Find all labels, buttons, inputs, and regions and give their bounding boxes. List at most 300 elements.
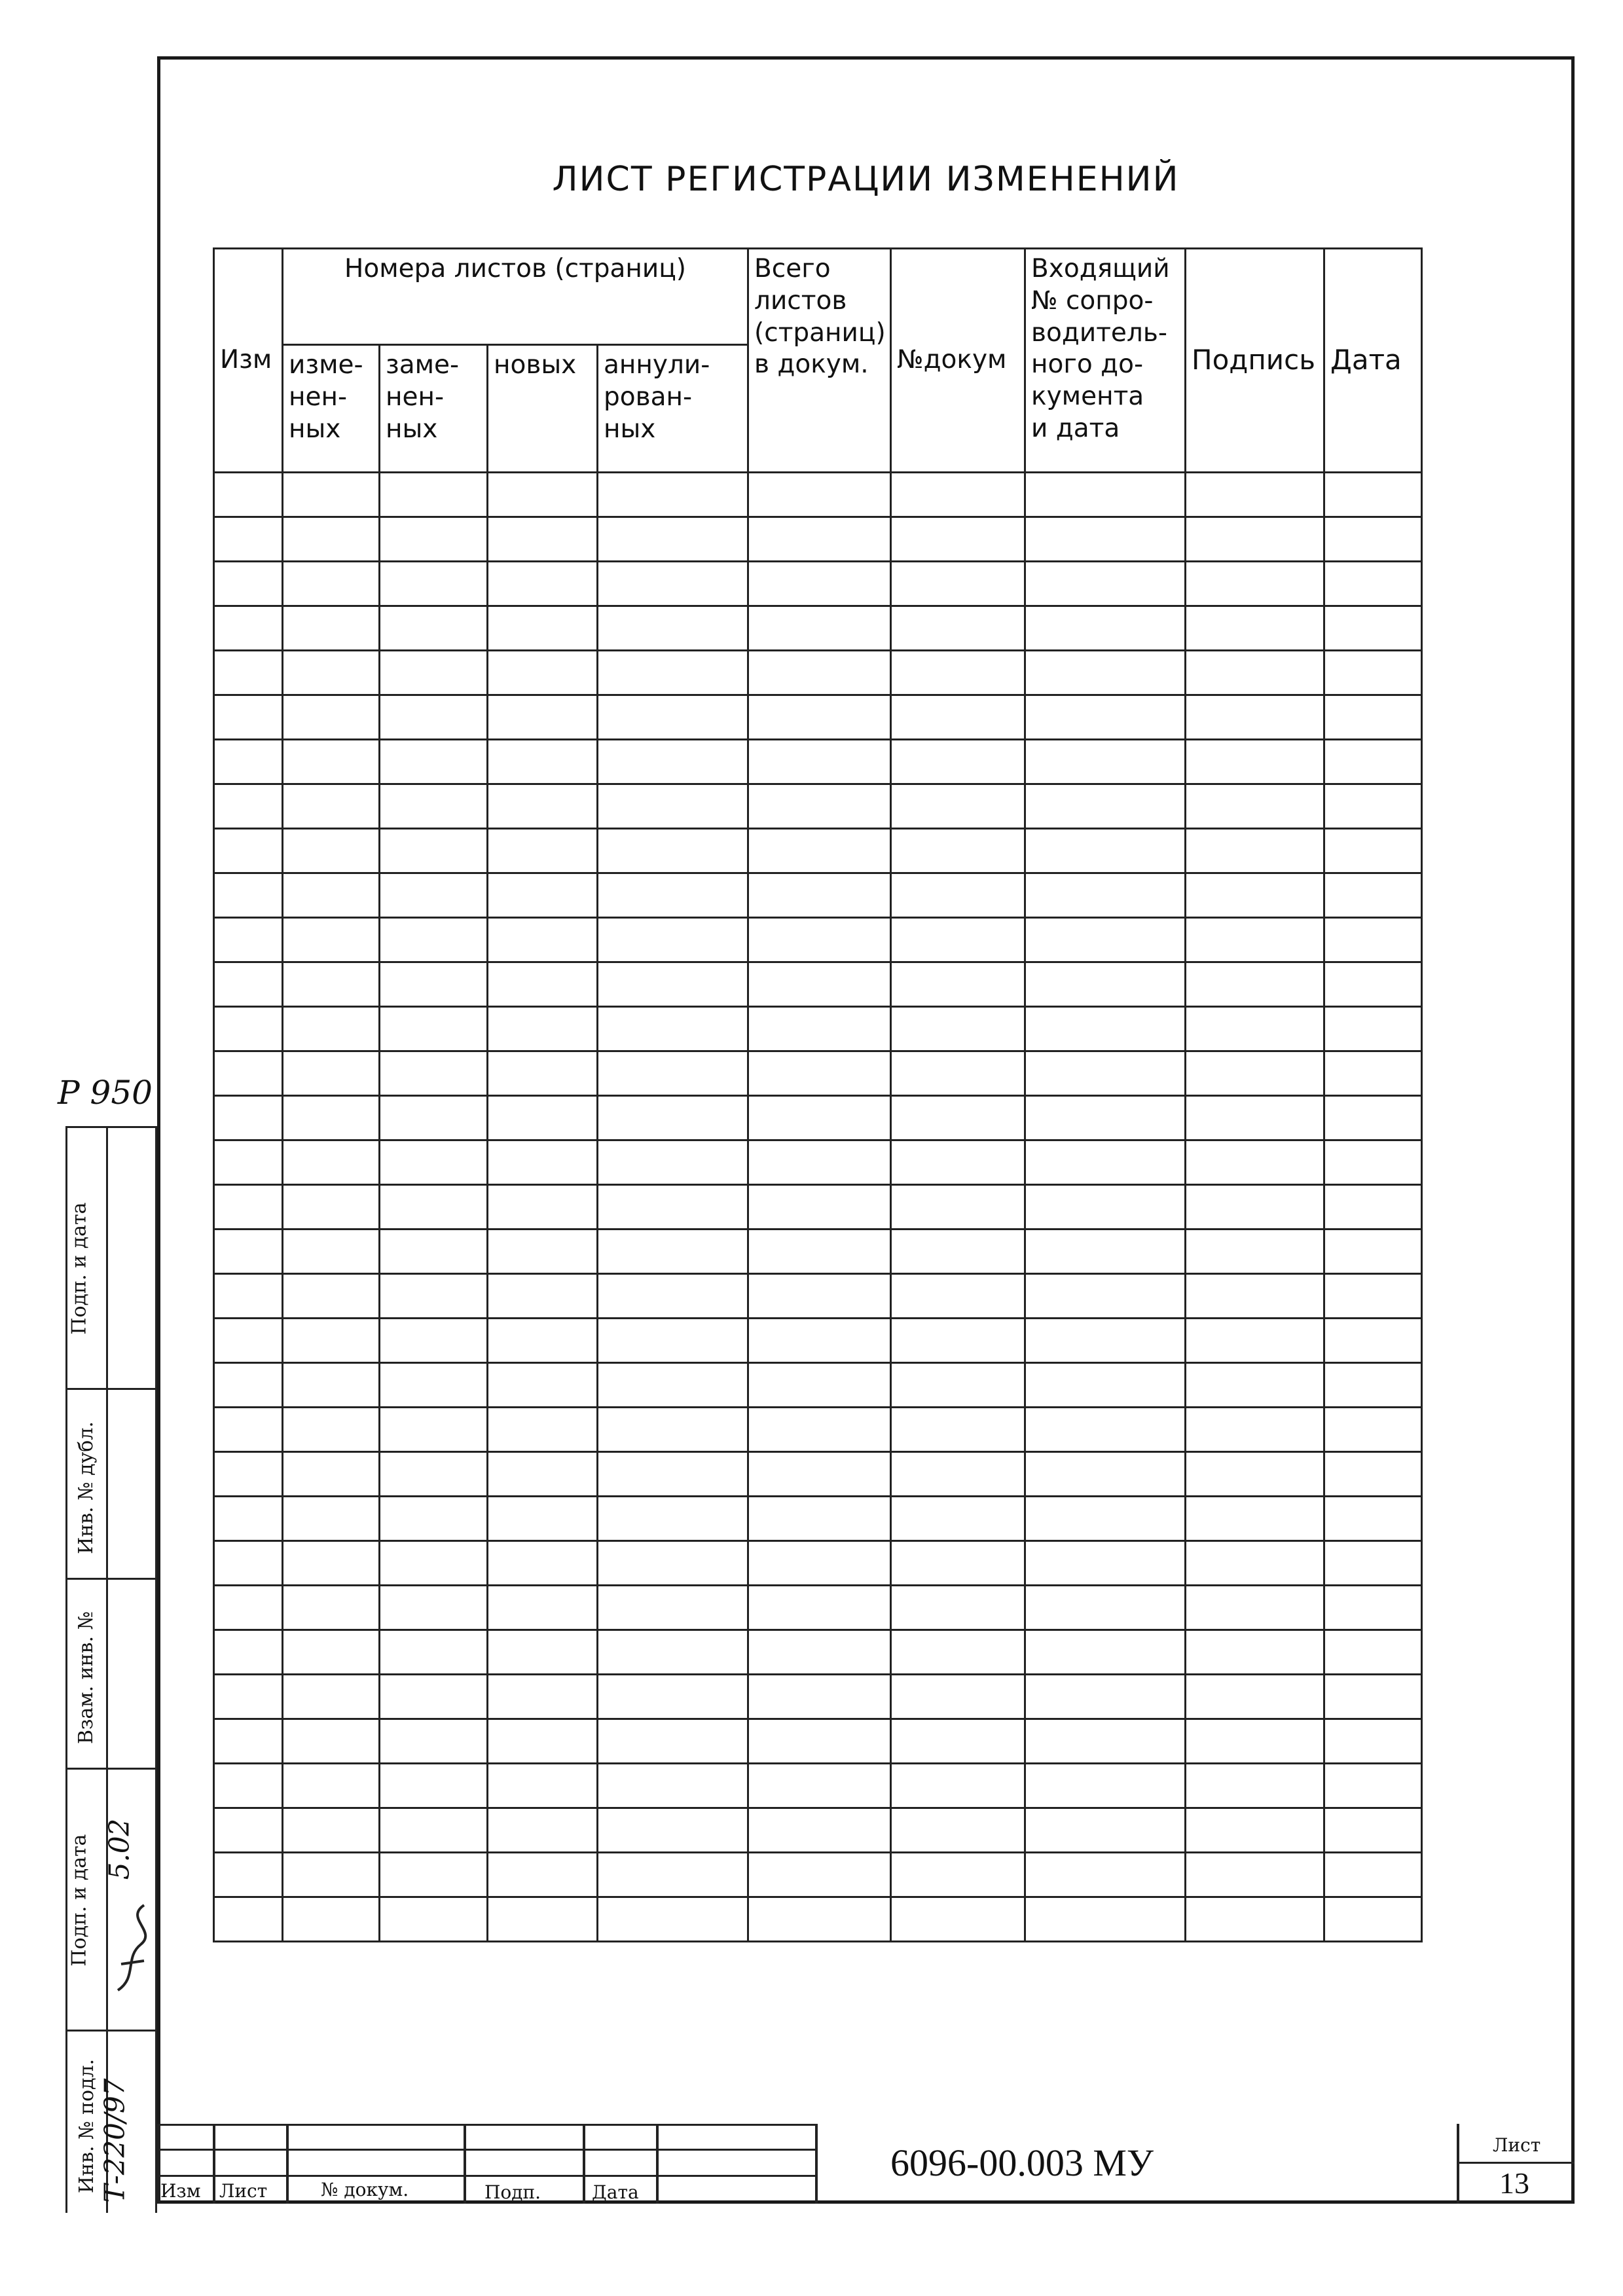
table-cell: [380, 473, 488, 517]
table-cell: [488, 1675, 598, 1719]
table-cell: [598, 1897, 748, 1942]
table-cell: [1324, 1808, 1422, 1853]
table-cell: [1324, 829, 1422, 873]
table-cell: [1324, 1408, 1422, 1452]
table-cell: [283, 784, 380, 829]
table-cell: [380, 695, 488, 740]
table-cell: [748, 606, 891, 651]
table-cell: [891, 1586, 1025, 1630]
table-row: [214, 1897, 1422, 1942]
handwritten-note: Р 950: [58, 1074, 153, 1112]
table-row: [214, 1274, 1422, 1319]
table-cell: [1186, 1497, 1324, 1541]
table-cell: [598, 1630, 748, 1675]
table-row: [214, 1096, 1422, 1140]
table-row: [214, 918, 1422, 962]
table-cell: [748, 473, 891, 517]
table-cell: [1025, 1497, 1186, 1541]
table-cell: [748, 1185, 891, 1230]
table-cell: [1186, 873, 1324, 918]
table-cell: [1186, 1319, 1324, 1363]
tb-list: Лист: [219, 2180, 268, 2202]
table-cell: [488, 1764, 598, 1808]
table-cell: [488, 873, 598, 918]
inv-value: Т-220/97: [98, 2078, 131, 2203]
podp-data-label-2: Подп. и дата: [67, 1834, 91, 1967]
table-row: [214, 1808, 1422, 1853]
table-cell: [598, 606, 748, 651]
col-izm-header: Изм: [214, 249, 283, 473]
table-cell: [488, 1452, 598, 1497]
table-cell: [891, 740, 1025, 784]
table-cell: [283, 1051, 380, 1096]
table-cell: [1025, 1140, 1186, 1185]
table-cell: [1186, 740, 1324, 784]
title-block: [157, 2124, 1575, 2204]
table-cell: [488, 1497, 598, 1541]
table-cell: [1324, 918, 1422, 962]
table-cell: [380, 1319, 488, 1363]
table-cell: [1186, 784, 1324, 829]
table-cell: [1324, 1363, 1422, 1408]
table-cell: [488, 1007, 598, 1051]
table-cell: [1025, 1007, 1186, 1051]
table-row: [214, 1764, 1422, 1808]
table-cell: [1324, 1541, 1422, 1586]
table-cell: [891, 651, 1025, 695]
table-cell: [598, 829, 748, 873]
table-row: [214, 606, 1422, 651]
table-cell: [891, 606, 1025, 651]
table-cell: [748, 918, 891, 962]
table-cell: [283, 1140, 380, 1185]
table-cell: [283, 1853, 380, 1897]
sub-replaced-header: заме- нен- ных: [380, 345, 488, 473]
table-cell: [283, 1630, 380, 1675]
table-cell: [1324, 1230, 1422, 1274]
table-cell: [748, 562, 891, 606]
table-cell: [488, 1808, 598, 1853]
table-cell: [1186, 1853, 1324, 1897]
signature-mark: [111, 1899, 151, 1997]
table-cell: [598, 1719, 748, 1764]
table-cell: [1025, 473, 1186, 517]
table-cell: [214, 1541, 283, 1586]
table-cell: [380, 1230, 488, 1274]
table-cell: [1324, 962, 1422, 1007]
table-cell: [214, 1230, 283, 1274]
document-number: 6096-00.003 МУ: [890, 2141, 1154, 2184]
table-cell: [891, 1897, 1025, 1942]
table-cell: [1186, 1808, 1324, 1853]
table-cell: [380, 829, 488, 873]
table-cell: [1186, 1007, 1324, 1051]
table-cell: [748, 784, 891, 829]
table-cell: [488, 651, 598, 695]
table-cell: [891, 1675, 1025, 1719]
table-cell: [380, 1630, 488, 1675]
table-cell: [1025, 1630, 1186, 1675]
table-cell: [1025, 1897, 1186, 1942]
table-cell: [1025, 1096, 1186, 1140]
table-cell: [214, 1497, 283, 1541]
table-cell: [488, 1185, 598, 1230]
table-cell: [1186, 829, 1324, 873]
table-cell: [488, 1408, 598, 1452]
table-cell: [214, 606, 283, 651]
vzam-inv-label: Взам. инв. №: [75, 1611, 98, 1745]
table-cell: [380, 1363, 488, 1408]
table-cell: [1025, 740, 1186, 784]
table-cell: [598, 1185, 748, 1230]
table-cell: [1324, 1051, 1422, 1096]
sheet-numbers-header: Номера листов (страниц): [283, 249, 748, 345]
sheet-label: Лист: [1493, 2134, 1541, 2156]
table-cell: [1025, 962, 1186, 1007]
table-cell: [598, 873, 748, 918]
table-cell: [598, 651, 748, 695]
table-cell: [748, 1363, 891, 1408]
table-cell: [891, 1853, 1025, 1897]
table-cell: [488, 606, 598, 651]
table-cell: [748, 1586, 891, 1630]
table-cell: [1186, 651, 1324, 695]
table-cell: [1186, 1185, 1324, 1230]
table-cell: [1186, 1408, 1324, 1452]
table-cell: [283, 1764, 380, 1808]
table-cell: [598, 1319, 748, 1363]
table-cell: [598, 1853, 748, 1897]
table-cell: [488, 784, 598, 829]
table-cell: [214, 517, 283, 562]
table-cell: [748, 1408, 891, 1452]
table-cell: [1186, 473, 1324, 517]
table-cell: [891, 962, 1025, 1007]
table-cell: [380, 1051, 488, 1096]
table-cell: [1186, 1452, 1324, 1497]
table-cell: [598, 962, 748, 1007]
table-cell: [1186, 1274, 1324, 1319]
table-cell: [1025, 1808, 1186, 1853]
table-cell: [748, 1719, 891, 1764]
table-cell: [1324, 1096, 1422, 1140]
table-cell: [748, 1051, 891, 1096]
table-cell: [380, 1408, 488, 1452]
table-cell: [488, 695, 598, 740]
table-cell: [1025, 784, 1186, 829]
table-cell: [380, 562, 488, 606]
table-row: [214, 1185, 1422, 1230]
table-cell: [1025, 651, 1186, 695]
table-cell: [283, 1363, 380, 1408]
table-cell: [488, 1230, 598, 1274]
table-cell: [1186, 1630, 1324, 1675]
table-cell: [214, 1675, 283, 1719]
table-cell: [214, 873, 283, 918]
table-cell: [748, 873, 891, 918]
table-cell: [1186, 562, 1324, 606]
table-cell: [488, 1096, 598, 1140]
table-row: [214, 1007, 1422, 1051]
table-cell: [1186, 1363, 1324, 1408]
table-row: [214, 1363, 1422, 1408]
table-cell: [891, 1185, 1025, 1230]
table-cell: [891, 517, 1025, 562]
table-cell: [380, 1808, 488, 1853]
table-cell: [488, 918, 598, 962]
table-cell: [1324, 1497, 1422, 1541]
table-cell: [598, 1051, 748, 1096]
table-cell: [214, 1630, 283, 1675]
table-cell: [214, 1764, 283, 1808]
table-cell: [380, 1586, 488, 1630]
table-cell: [1025, 517, 1186, 562]
table-cell: [1186, 1096, 1324, 1140]
table-cell: [283, 962, 380, 1007]
table-cell: [214, 918, 283, 962]
table-cell: [1025, 1452, 1186, 1497]
table-cell: [1324, 784, 1422, 829]
table-cell: [380, 1675, 488, 1719]
table-cell: [1025, 918, 1186, 962]
table-cell: [283, 695, 380, 740]
table-cell: [214, 1140, 283, 1185]
table-cell: [214, 962, 283, 1007]
table-cell: [380, 1541, 488, 1586]
table-row: [214, 1140, 1422, 1185]
table-cell: [1025, 1586, 1186, 1630]
table-cell: [598, 1408, 748, 1452]
table-cell: [380, 1274, 488, 1319]
table-cell: [891, 473, 1025, 517]
table-cell: [891, 695, 1025, 740]
table-cell: [283, 1808, 380, 1853]
table-cell: [283, 517, 380, 562]
table-cell: [1324, 1897, 1422, 1942]
table-cell: [488, 1363, 598, 1408]
table-cell: [891, 1051, 1025, 1096]
table-cell: [598, 1096, 748, 1140]
table-cell: [380, 1897, 488, 1942]
table-cell: [380, 606, 488, 651]
table-cell: [598, 1497, 748, 1541]
table-cell: [748, 1274, 891, 1319]
change-registration-table: [213, 247, 1423, 1942]
table-row: [214, 784, 1422, 829]
table-cell: [1025, 873, 1186, 918]
table-cell: [891, 1808, 1025, 1853]
table-cell: [380, 740, 488, 784]
table-cell: [1324, 606, 1422, 651]
table-cell: [1186, 1719, 1324, 1764]
table-cell: [488, 1586, 598, 1630]
table-cell: [598, 1274, 748, 1319]
table-cell: [380, 1452, 488, 1497]
table-cell: [488, 1051, 598, 1096]
table-cell: [1025, 1051, 1186, 1096]
table-cell: [1025, 1319, 1186, 1363]
table-cell: [488, 1274, 598, 1319]
table-cell: [748, 1319, 891, 1363]
table-cell: [891, 562, 1025, 606]
table-cell: [283, 1274, 380, 1319]
table-cell: [1324, 1007, 1422, 1051]
table-cell: [1186, 1764, 1324, 1808]
table-cell: [748, 1808, 891, 1853]
table-cell: [1186, 962, 1324, 1007]
table-row: [214, 962, 1422, 1007]
table-cell: [748, 1007, 891, 1051]
table-cell: [214, 473, 283, 517]
col-docnum-header: №докум: [891, 249, 1025, 473]
table-cell: [748, 1541, 891, 1586]
table-cell: [891, 1096, 1025, 1140]
table-cell: [488, 1853, 598, 1897]
table-row: [214, 873, 1422, 918]
table-cell: [1025, 829, 1186, 873]
table-cell: [488, 740, 598, 784]
table-cell: [1324, 651, 1422, 695]
table-cell: [598, 1764, 748, 1808]
table-cell: [214, 695, 283, 740]
table-cell: [748, 517, 891, 562]
table-cell: [748, 962, 891, 1007]
table-cell: [891, 1452, 1025, 1497]
table-cell: [214, 1719, 283, 1764]
table-cell: [748, 1630, 891, 1675]
table-cell: [214, 1185, 283, 1230]
table-row: [214, 740, 1422, 784]
table-cell: [598, 1230, 748, 1274]
table-cell: [1324, 1452, 1422, 1497]
tb-data: Дата: [592, 2181, 639, 2203]
table-cell: [891, 918, 1025, 962]
table-cell: [748, 1675, 891, 1719]
table-cell: [748, 1497, 891, 1541]
table-cell: [214, 1007, 283, 1051]
table-cell: [598, 784, 748, 829]
date-value: 5.02: [103, 1818, 136, 1880]
table-cell: [1324, 517, 1422, 562]
table-cell: [214, 1274, 283, 1319]
col-sign-header: Подпись: [1186, 249, 1324, 473]
inv-dubl-label: Инв. № дубл.: [74, 1421, 98, 1554]
table-cell: [891, 1363, 1025, 1408]
table-cell: [214, 562, 283, 606]
table-cell: [598, 1452, 748, 1497]
table-row: [214, 829, 1422, 873]
table-cell: [283, 1007, 380, 1051]
table-cell: [488, 562, 598, 606]
table-cell: [380, 784, 488, 829]
table-cell: [1186, 606, 1324, 651]
table-cell: [283, 1719, 380, 1764]
table-row: [214, 562, 1422, 606]
table-cell: [598, 740, 748, 784]
table-cell: [283, 1230, 380, 1274]
table-cell: [1025, 1185, 1186, 1230]
sub-new-header: новых: [488, 345, 598, 473]
table-cell: [1025, 1853, 1186, 1897]
table-cell: [891, 784, 1025, 829]
table-cell: [1324, 873, 1422, 918]
table-cell: [891, 873, 1025, 918]
table-cell: [891, 1230, 1025, 1274]
table-cell: [748, 651, 891, 695]
table-cell: [488, 517, 598, 562]
table-cell: [598, 1808, 748, 1853]
table-cell: [488, 1140, 598, 1185]
table-cell: [748, 695, 891, 740]
table-cell: [283, 1096, 380, 1140]
table-cell: [598, 918, 748, 962]
table-cell: [283, 651, 380, 695]
table-cell: [283, 740, 380, 784]
table-cell: [891, 1630, 1025, 1675]
table-cell: [1324, 740, 1422, 784]
table-cell: [748, 1853, 891, 1897]
table-cell: [283, 606, 380, 651]
table-cell: [1324, 1853, 1422, 1897]
col-incoming-header: Входящий № сопро- водитель- ного до- кумента и дата: [1025, 249, 1186, 473]
table-cell: [891, 1140, 1025, 1185]
table-cell: [1324, 1675, 1422, 1719]
table-cell: [1025, 1274, 1186, 1319]
table-cell: [748, 740, 891, 784]
table-cell: [380, 651, 488, 695]
table-cell: [1324, 1319, 1422, 1363]
table-cell: [598, 1541, 748, 1586]
table-cell: [214, 829, 283, 873]
sub-changed-header: изме- нен- ных: [283, 345, 380, 473]
table-cell: [283, 1586, 380, 1630]
col-date-header: Дата: [1324, 249, 1422, 473]
table-cell: [380, 1185, 488, 1230]
table-cell: [1186, 1675, 1324, 1719]
table-cell: [283, 1675, 380, 1719]
table-cell: [214, 1363, 283, 1408]
table-cell: [748, 1897, 891, 1942]
table-cell: [1186, 1586, 1324, 1630]
table-cell: [891, 1541, 1025, 1586]
table-cell: [283, 1185, 380, 1230]
table-row: [214, 1630, 1422, 1675]
table-cell: [891, 1497, 1025, 1541]
table-row: [214, 1675, 1422, 1719]
table-cell: [1025, 1764, 1186, 1808]
table-cell: [891, 1007, 1025, 1051]
table-cell: [283, 1452, 380, 1497]
table-row: [214, 517, 1422, 562]
table-cell: [283, 1897, 380, 1942]
table-row: [214, 1452, 1422, 1497]
table-cell: [1025, 1230, 1186, 1274]
table-cell: [1025, 1363, 1186, 1408]
table-row: [214, 695, 1422, 740]
table-cell: [1186, 1140, 1324, 1185]
table-cell: [283, 829, 380, 873]
table-cell: [748, 1764, 891, 1808]
table-cell: [283, 1319, 380, 1363]
table-cell: [380, 1096, 488, 1140]
table-cell: [748, 1230, 891, 1274]
table-cell: [1025, 1719, 1186, 1764]
table-row: [214, 1051, 1422, 1096]
table-cell: [214, 1096, 283, 1140]
table-cell: [214, 784, 283, 829]
table-cell: [1186, 1230, 1324, 1274]
tb-podp: Подп.: [484, 2181, 541, 2203]
